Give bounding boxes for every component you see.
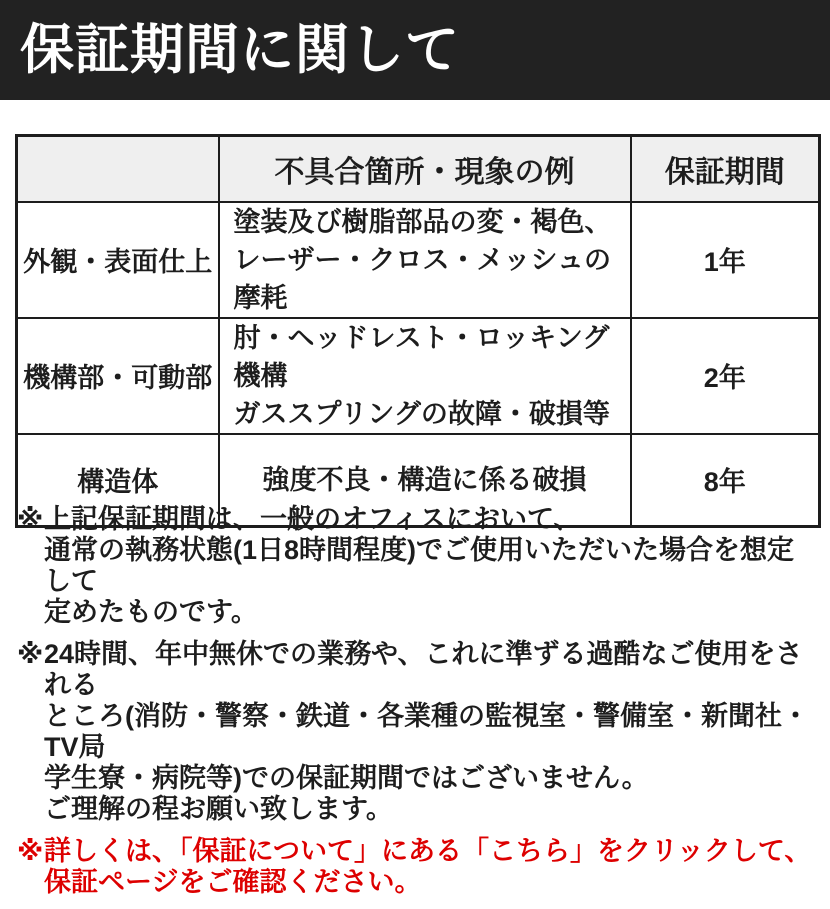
note-marker: ※ (17, 639, 44, 669)
note-warranty-link (17, 836, 817, 898)
category-structure: 構造体 (17, 434, 219, 527)
note-marker: ※ (17, 836, 44, 866)
example-line: 塗装及び樹脂部品の変・褐色、 (233, 206, 612, 237)
note-line: 詳しくは、「保証について」にある「こちら」をクリックして、 (44, 836, 812, 866)
note-line: 定めたものです。 (44, 597, 258, 627)
page-header (0, 0, 830, 100)
note-line: ところ(消防・警察・鉄道・各業種の監視室・警備室・新聞社・TV局 (44, 701, 809, 762)
example-line: 肘・ヘッドレスト・ロッキング機構 (233, 322, 610, 391)
note-marker: ※ (17, 504, 44, 534)
note-line: 通常の執務状態(1日8時間程度)でご使用いただいた場合を想定して (44, 535, 795, 596)
note-line: 学生寮・病院等)での保証期間ではございません。 (44, 763, 649, 793)
note-line: 24時間、年中無休での業務や、これに準ずる過酷なご使用をされる (44, 639, 803, 700)
examples-mechanism (219, 318, 631, 434)
table-row (17, 202, 820, 318)
note-exclusions (17, 639, 817, 825)
col-header-examples: 不具合箇所・現象の例 (219, 136, 631, 202)
note-text (44, 836, 817, 898)
table-header-row (17, 136, 820, 202)
page-title: 保証期間に関して (20, 20, 460, 80)
col-header-category (17, 136, 219, 202)
example-line: ガススプリングの故障・破損等 (233, 398, 610, 429)
table-row (17, 318, 820, 434)
category-mechanism: 機構部・可動部 (17, 318, 219, 434)
note-usage-assumption (17, 504, 817, 628)
note-line: ご理解の程お願い致します。 (44, 794, 393, 824)
period-mechanism: 2年 (631, 318, 820, 434)
period-structure: 8年 (631, 434, 820, 527)
example-line: レーザー・クロス・メッシュの摩耗 (233, 244, 611, 313)
example-line: 強度不良・構造に係る破損 (262, 464, 587, 495)
warranty-table (15, 134, 821, 528)
note-text (44, 639, 817, 825)
note-line: 保証ページをご確認ください。 (44, 867, 422, 897)
examples-exterior (219, 202, 631, 318)
category-exterior: 外観・表面仕上 (17, 202, 219, 318)
period-exterior: 1年 (631, 202, 820, 318)
note-line: 上記保証期間は、一般のオフィスにおいて、 (44, 504, 581, 534)
notes-section (17, 504, 817, 909)
note-text (44, 504, 817, 628)
col-header-period: 保証期間 (631, 136, 820, 202)
